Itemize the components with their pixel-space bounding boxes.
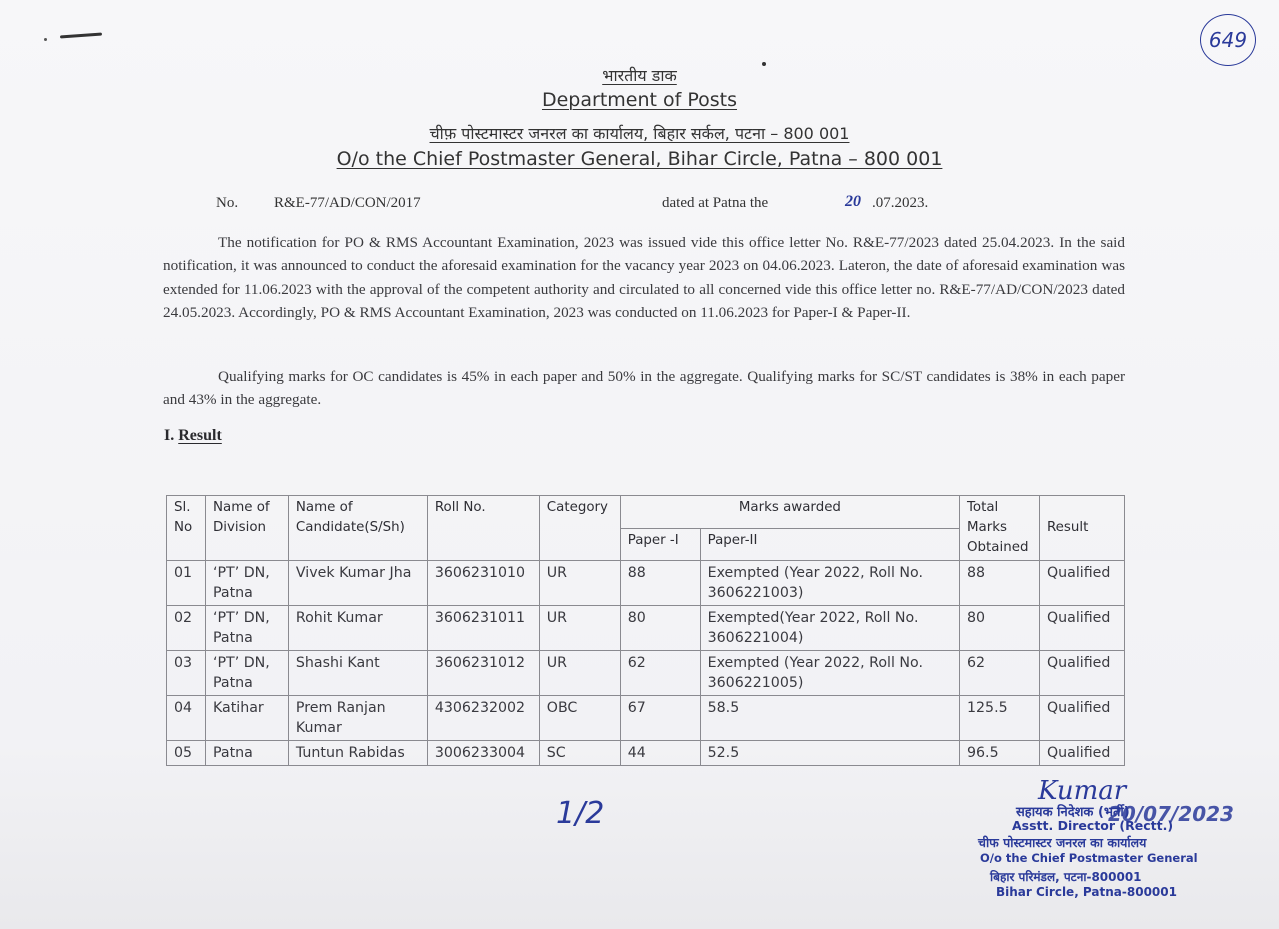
stamp-line-hindi-circle: बिहार परिमंडल, पटना-800001 xyxy=(990,870,1142,884)
stamp-line-hindi-office: चीफ पोस्टमास्टर जनरल का कार्यालय xyxy=(978,835,1147,850)
qualifying-marks-paragraph: Qualifying marks for OC candidates is 45% in each paper and 50% in the aggregate. Qualifying marks for SC/ST candidates is 38% in each paper and 43% in the aggregate. xyxy=(163,368,1125,409)
official-stamp xyxy=(960,776,1270,922)
folio-number: 649 xyxy=(1200,14,1256,66)
cell-paper1: 88 xyxy=(620,561,700,606)
scan-dot xyxy=(44,38,47,41)
cell-paper1: 62 xyxy=(620,651,700,696)
cell-name: Vivek Kumar Jha xyxy=(288,561,427,606)
cell-paper1: 67 xyxy=(620,696,700,741)
cell-result: Qualified xyxy=(1039,696,1124,741)
cell-result: Qualified xyxy=(1039,606,1124,651)
page-indicator: 1/2 xyxy=(556,796,605,831)
cell-paper1: 80 xyxy=(620,606,700,651)
table-row xyxy=(167,696,1125,741)
ref-no-value: R&E-77/AD/CON/2017 xyxy=(274,195,421,211)
result-table xyxy=(166,495,1125,766)
stamp-line-circle: Bihar Circle, Patna-800001 xyxy=(996,885,1177,899)
stamp-line-office: O/o the Chief Postmaster General xyxy=(980,851,1198,865)
ref-dated-label: dated at Patna the xyxy=(662,195,769,211)
cell-total: 125.5 xyxy=(960,696,1040,741)
cell-paper2: 58.5 xyxy=(700,696,959,741)
header-office: O/o the Chief Postmaster General, Bihar Circle, Patna – 800 001 xyxy=(336,148,943,170)
cell-category: SC xyxy=(539,741,620,766)
table-row xyxy=(167,741,1125,766)
cell-total: 80 xyxy=(960,606,1040,651)
ref-day-handwritten: 20 xyxy=(845,193,861,210)
cell-roll: 3606231011 xyxy=(427,606,539,651)
cell-paper2: 52.5 xyxy=(700,741,959,766)
col-header-result: Result xyxy=(1039,496,1124,561)
cell-division: Patna xyxy=(205,741,288,766)
cell-roll: 4306232002 xyxy=(427,696,539,741)
stamp-date-handwritten: 20/07/2023 xyxy=(1108,802,1234,826)
col-header-paper1: Paper -I xyxy=(620,528,700,561)
section-heading: I. Result xyxy=(164,427,222,444)
stamp-line-designation: Asstt. Director (Rectt.) xyxy=(1012,818,1174,833)
signature: Kumar xyxy=(1038,776,1127,806)
cell-result: Qualified xyxy=(1039,561,1124,606)
cell-category: UR xyxy=(539,561,620,606)
col-header-candidate: Name of Candidate(S/Sh) xyxy=(288,496,427,561)
cell-total: 62 xyxy=(960,651,1040,696)
cell-sl: 03 xyxy=(167,651,206,696)
cell-paper2: Exempted (Year 2022, Roll No. 3606221005) xyxy=(700,651,959,696)
col-header-sl: Sl. No xyxy=(167,496,206,561)
col-header-paper2: Paper-II xyxy=(700,528,959,561)
cell-name: Rohit Kumar xyxy=(288,606,427,651)
cell-name: Tuntun Rabidas xyxy=(288,741,427,766)
cell-division: ‘PT’ DN, Patna xyxy=(205,606,288,651)
col-header-roll: Roll No. xyxy=(427,496,539,561)
cell-name: Prem Ranjan Kumar xyxy=(288,696,427,741)
cell-result: Qualified xyxy=(1039,741,1124,766)
col-header-marks-awarded: Marks awarded xyxy=(620,496,959,529)
header-department: Department of Posts xyxy=(541,89,738,111)
cell-paper1: 44 xyxy=(620,741,700,766)
cell-sl: 01 xyxy=(167,561,206,606)
header-hindi-office: चीफ़ पोस्टमास्टर जनरल का कार्यालय, बिहार सर्कल, पटना – 800 001 xyxy=(429,124,850,143)
cell-roll: 3606231010 xyxy=(427,561,539,606)
col-header-division: Name of Division xyxy=(205,496,288,561)
stamp-line-hindi-designation: सहायक निदेशक (भर्ती) xyxy=(1016,805,1130,820)
cell-roll: 3006233004 xyxy=(427,741,539,766)
cell-paper2: Exempted (Year 2022, Roll No. 3606221003) xyxy=(700,561,959,606)
col-header-total: Total Marks Obtained xyxy=(960,496,1040,561)
cell-category: UR xyxy=(539,606,620,651)
table-row xyxy=(167,561,1125,606)
cell-division: ‘PT’ DN, Patna xyxy=(205,561,288,606)
cell-result: Qualified xyxy=(1039,651,1124,696)
table-row xyxy=(167,606,1125,651)
cell-name: Shashi Kant xyxy=(288,651,427,696)
cell-sl: 02 xyxy=(167,606,206,651)
cell-category: OBC xyxy=(539,696,620,741)
cell-category: UR xyxy=(539,651,620,696)
table-row xyxy=(167,651,1125,696)
cell-total: 88 xyxy=(960,561,1040,606)
ref-month-year: .07.2023. xyxy=(872,195,929,211)
cell-roll: 3606231012 xyxy=(427,651,539,696)
cell-sl: 05 xyxy=(167,741,206,766)
ref-no-label: No. xyxy=(216,195,239,211)
notification-paragraph: The notification for PO & RMS Accountant Examination, 2023 was issued vide this office letter No. R&E-77/2023 dated 25.04.2023. In the said notification, it was announced to conduct the aforesaid examination for the vacancy year 2023 on 04.06.2023. Lateron, the date of aforesaid examination was extended for 11.06.2023 with the approval of the competent authority and circulated to all concerned vide this office letter no. R&E-77/AD/CON/2023 dated 24.05.2023. Accordingly, PO & RMS Accountant Examination, 2023 was conducted on 11.06.2023 for Paper-I & Paper-II. xyxy=(163,234,1125,322)
cell-paper2: Exempted(Year 2022, Roll No. 3606221004) xyxy=(700,606,959,651)
col-header-category: Category xyxy=(539,496,620,561)
scan-mark xyxy=(60,33,102,39)
cell-division: ‘PT’ DN, Patna xyxy=(205,651,288,696)
cell-sl: 04 xyxy=(167,696,206,741)
table-header-row xyxy=(167,496,1125,529)
cell-total: 96.5 xyxy=(960,741,1040,766)
header-hindi-posts: भारतीय डाक xyxy=(602,66,677,85)
cell-division: Katihar xyxy=(205,696,288,741)
